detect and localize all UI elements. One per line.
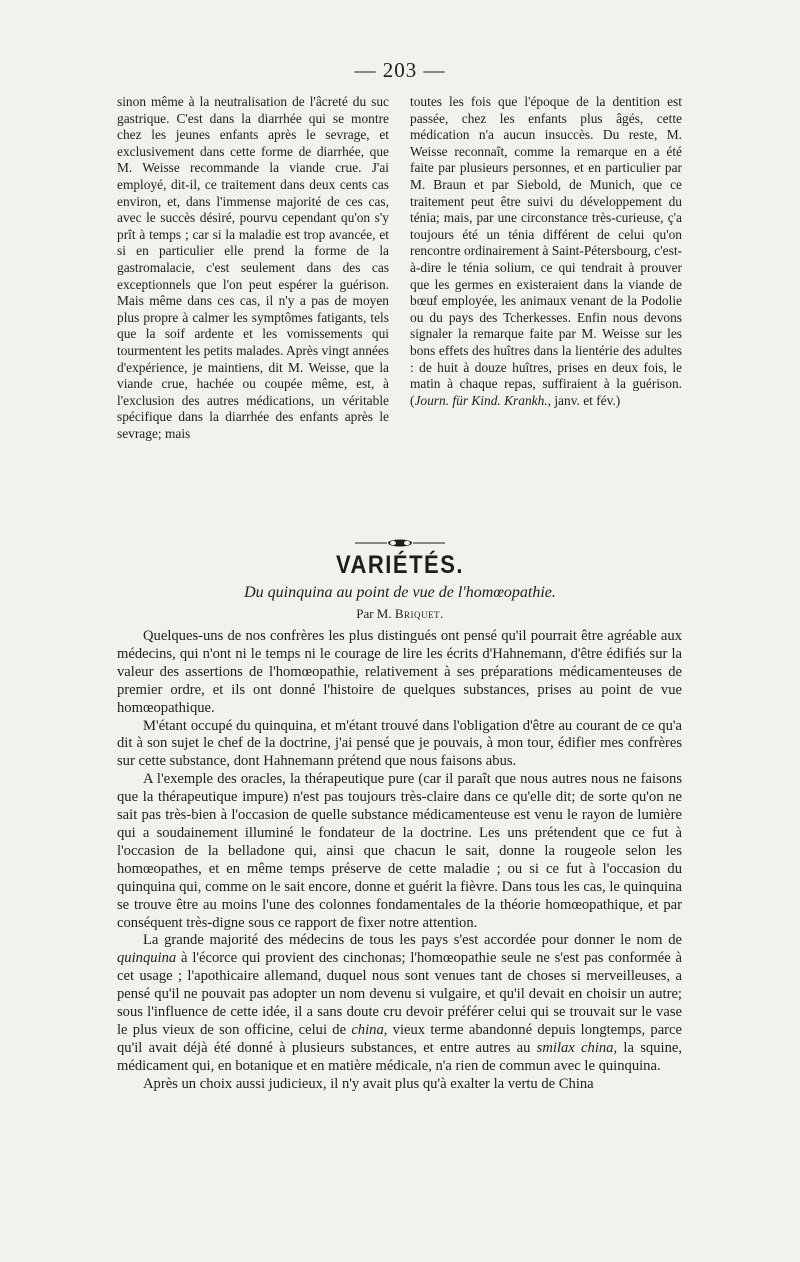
section-title: VARIÉTÉS. (335, 550, 464, 579)
article-body (117, 628, 682, 1094)
paragraph-2: M'étant occupé du quinquina, et m'étant trouvé dans l'obligation d'être au courant de ce qu'a dit à son sujet le chef de la doctrine, j'ai pensé que je pouvais, à mon tour, édifier mes confrères sur cette substance, dont Hahnemann prétend que nous faisons abus. (117, 717, 682, 770)
page-number: — 203 — (354, 58, 446, 82)
paragraph-5: Après un choix aussi judicieux, il n'y avait plus qu'à exalter la vertu de China (143, 1075, 594, 1092)
right-column-body: toutes les fois que l'époque de la dentition est passée, chez les enfants plus âgés, cette médication n'a aucun insuccès. Du reste, M. Weisse reconnaît, comme la remarque en a été faite par plusieurs personnes, et en particulier par M. Braun et par Siebold, de Munich, que ce traitement peut être suivi du développement du ténia; mais, par une circonstance très-curieuse, ç'a toujours été un ténia différent de celui qu'on rencontre ordinairement à Saint-Pétersbourg, c'est-à-dire le ténia solium, ce qui tendrait à prouver que les germes en existeraient dans la viande de bœuf employée, les animaux venant de la Podolie ou du pays des Tcherkesses. Enfin nous devons signaler la remarque faite par M. Weisse sur les bons effets des huîtres dans la lientérie des adultes : de huit à douze huîtres, prises en deux fois, le matin à chaque repas, suffiraient à la guérison. ( (410, 94, 682, 408)
divider-ornament-icon (355, 538, 445, 548)
left-column-text: sinon même à la neutralisation de l'âcreté du suc gastrique. C'est dans la diarrhée qui se montre chez les jeunes enfants après le sevrage, et exclusivement dans cette forme de diarrhée, que M. Weisse recommande la viande crue. J'ai employé, dit-il, ce traitement dans deux cents cas environ, et, dans l'immense majorité de ces cas, avec le succès désiré, pourvu cependant qu'on s'y prît à temps ; car si la maladie est trop avancée, et si en particulier elle prend la forme de la gastromalacie, c'est seulement dans des cas exceptionnels que l'on peut espérer la guérison. Mais même dans ces cas, il n'y a pas de moyen plus propre à calmer les symptômes fatigants, tels que la soif ardente et les vomissements qui tourmentent les petits malades. Après vingt années d'expérience, je maintiens, dit M. Weisse, que la viande crue, hachée ou coupée même, est, à l'exclusion des autres médications, un véritable spécifique dans la diarrhée des enfants après le sevrage; mais (117, 94, 389, 441)
byline (0, 606, 800, 622)
paragraph-4-part-c: , vieux terme abandonné depuis longtemps, parce qu'il avait déjà été donné à plusieurs substances, et entre autres au (117, 1021, 682, 1056)
left-column (117, 94, 389, 442)
paragraph-3: A l'exemple des oracles, la thérapeutique pure (car il paraît que nous autres nous ne faisons que la thérapeutique impure) n'est pas toujours très-claire dans ce qu'elle dit; de sorte qu'on ne sait pas très-bien à l'occasion de quelle substance médicamenteuse est venu le rayon de lumière qui a soudainement illuminé le fondateur de la doctrine. Les uns prétendent que ce fut à l'occasion de la belladone qui, ainsi que chacun le sait, donne la rougeole selon les homœopathes, et en même temps préserve de cette maladie ; ou si ce fut à l'occasion du quinquina qui, comme on le sait encore, donne et guérit la fièvre. Dans tous les cas, le quinquina se trouve être au moins l'une des colonnes fondamentales de la théorie homœopathique, et par conséquent très-digne sous ce rapport de fixer notre attention. (117, 771, 682, 931)
paragraph-4-part-b: à l'écorce qui provient des cinchonas; l'homœopathie seule ne s'est pas conformée à cet usage ; l'apothicaire allemand, duquel nous sont venues tant de choses si merveilleuses, a pensé qu'il ne pouvait pas adopter un nom devenu si vulgaire, et qu'il devait en choisir un autre; sous l'influence de cette idée, il a sans doute cru devoir préférer celui qui se trouvait sur le vase le plus vieux de son officine, celui de (117, 950, 682, 1038)
right-column (410, 94, 682, 442)
paragraph-4-part-a: La grande majorité des médecins de tous les pays s'est accordée pour donner le nom de (143, 932, 682, 949)
journal-citation: Journ. für Kind. Krankh. (414, 392, 548, 408)
byline-prefix: Par M. (356, 606, 392, 621)
two-column-section (117, 94, 682, 442)
paragraph-1: Quelques-uns de nos confrères les plus distingués ont pensé qu'il pourrait être agréable aux médecins, qui n'ont ni le temps ni le courage de lire les écrits d'Hahnemann, d'être édifiés sur la valeur des assertions de l'homœopathie, relativement à ses préparations médicamenteuses de premier ordre, et ils ont donné l'histoire de quelques substances, prises au point de vue homœopathique. (117, 628, 682, 716)
right-column-end: , janv. et fév.) (547, 392, 621, 408)
byline-author: Briquet. (394, 606, 444, 621)
term-quinquina: quinquina (117, 950, 177, 967)
article-title: Du quinquina au point de vue de l'homœopathie. (244, 584, 556, 601)
term-smilax-china: smilax china (536, 1039, 614, 1056)
paragraph-4 (117, 932, 682, 1075)
ornamental-divider (0, 538, 800, 548)
right-column-text (410, 94, 682, 409)
term-china: china (351, 1021, 384, 1038)
paragraph-4-part-d: , la squine, médicament qui, en botanique et en matière médicale, n'a rien de commun avec le quinquina. (117, 1039, 682, 1074)
